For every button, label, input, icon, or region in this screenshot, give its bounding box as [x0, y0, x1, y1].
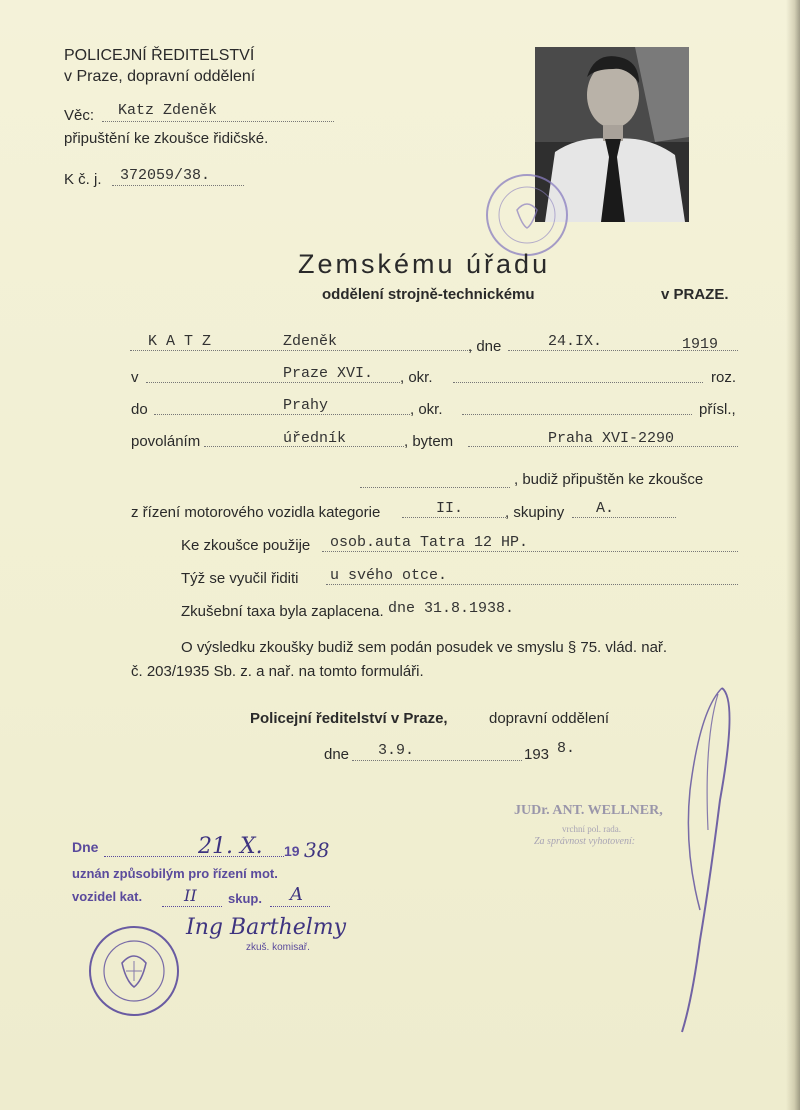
exam-vozidel-label: vozidel kat.	[72, 889, 143, 904]
admit-dots	[360, 487, 510, 488]
date-label: dne	[324, 746, 350, 763]
office-line1: POLICEJNÍ ŘEDITELSTVÍ	[64, 47, 255, 64]
subject-dots	[102, 121, 334, 122]
vehicle-label: Ke zkoušce použije	[181, 537, 311, 554]
result-line1: O výsledku zkoušky budiž sem podán posudek ve smyslu § 75. vlád. nař.	[181, 639, 668, 656]
surname: K A T Z	[148, 333, 212, 350]
born-day: 24.IX.	[548, 333, 603, 350]
date-day: 3.9.	[378, 742, 415, 759]
category-label: z řízení motorového vozidla kategorie	[131, 504, 381, 521]
exam-dne-label: Dne	[72, 839, 99, 855]
district-dots2	[462, 414, 692, 415]
addressee-city: v PRAZE.	[661, 286, 729, 303]
date-dots	[352, 760, 522, 761]
born-year: 1919	[682, 336, 719, 353]
result-line2: č. 203/1935 Sb. z. a nař. na tomto formuláři.	[131, 663, 424, 680]
exam-kat-dots	[162, 906, 222, 907]
born-suffix: roz.	[711, 369, 737, 386]
authority-dept: dopravní oddělení	[489, 710, 610, 727]
fee: dne 31.8.1938.	[388, 600, 515, 617]
trained-label: Týž se vyučil řiditi	[181, 570, 299, 587]
official-stamp-line2: Za správnost vyhotovení:	[534, 836, 636, 847]
exam-kat-value: II	[184, 886, 197, 905]
exam-skup-value: A	[290, 884, 303, 905]
to-label: do	[131, 401, 148, 418]
category-dots	[402, 517, 506, 518]
in-label: v	[131, 369, 139, 386]
exam-year-prefix: 19	[284, 843, 300, 859]
official-stamp-name: JUDr. ANT. WELLNER,	[514, 803, 663, 818]
fee-label: Zkušební taxa byla zaplacena.	[181, 603, 384, 620]
district-label: , okr.	[400, 369, 433, 386]
exam-line2: uznán způsobilým pro řízení mot.	[72, 866, 278, 881]
firstname: Zdeněk	[283, 333, 338, 350]
district-label2: , okr.	[410, 401, 443, 418]
exam-skup-label: skup.	[228, 891, 262, 906]
subject-label: Věc:	[64, 107, 95, 124]
exam-commissar: zkuš. komisař.	[246, 942, 310, 953]
subject-name: Katz Zdeněk	[118, 102, 218, 119]
police-seal-top	[482, 170, 572, 260]
paper-edge	[786, 0, 800, 1110]
group-dots	[572, 517, 676, 518]
signature-flourish	[660, 680, 740, 1040]
date-year-digit: 8.	[557, 740, 576, 757]
official-stamp-line1: vrchní pol. rada.	[562, 824, 621, 834]
birthplace: Praze XVI.	[283, 365, 374, 382]
subject-text: připuštění ke zkoušce řidičské.	[64, 130, 269, 147]
born-label: , dne	[468, 338, 502, 355]
birthplace-dots	[146, 382, 400, 383]
born-dots	[508, 350, 678, 351]
domicile-suffix: přísl.,	[699, 401, 736, 418]
group-label: , skupiny	[505, 504, 565, 521]
domicile: Prahy	[283, 397, 329, 414]
occupation: úředník	[283, 430, 347, 447]
trained: u svého otce.	[330, 567, 448, 584]
office-line2: v Praze, dopravní oddělení	[64, 68, 256, 85]
residence-label: , bytem	[404, 433, 454, 450]
exam-signature: Ing Barthelmy	[186, 915, 347, 940]
vehicle-dots	[322, 551, 738, 552]
occupation-label: povoláním	[131, 433, 201, 450]
addressee-title: Zemskému úřadu	[298, 249, 551, 279]
ref-dots	[112, 185, 244, 186]
ref-value: 372059/38.	[120, 167, 211, 184]
category: II.	[436, 500, 464, 517]
domicile-dots	[154, 414, 410, 415]
exam-year-value: 38	[304, 838, 330, 862]
date-year-prefix: 193	[524, 746, 550, 763]
exam-skup-dots	[270, 906, 330, 907]
residence: Praha XVI-2290	[548, 430, 675, 447]
vehicle: osob.auta Tatra 12 HP.	[330, 534, 529, 551]
exam-seal	[86, 923, 182, 1019]
exam-dne-value: 21. X.	[198, 834, 263, 859]
addressee-dept: oddělení strojně-technickému	[322, 286, 535, 303]
group: A.	[596, 500, 615, 517]
authority: Policejní ředitelství v Praze,	[250, 710, 448, 727]
admit-text: , budiž připuštěn ke zkoušce	[514, 471, 704, 488]
district-dots	[453, 382, 703, 383]
trained-dots	[326, 584, 738, 585]
ref-label: K č. j.	[64, 171, 102, 188]
name-dots	[130, 350, 472, 351]
